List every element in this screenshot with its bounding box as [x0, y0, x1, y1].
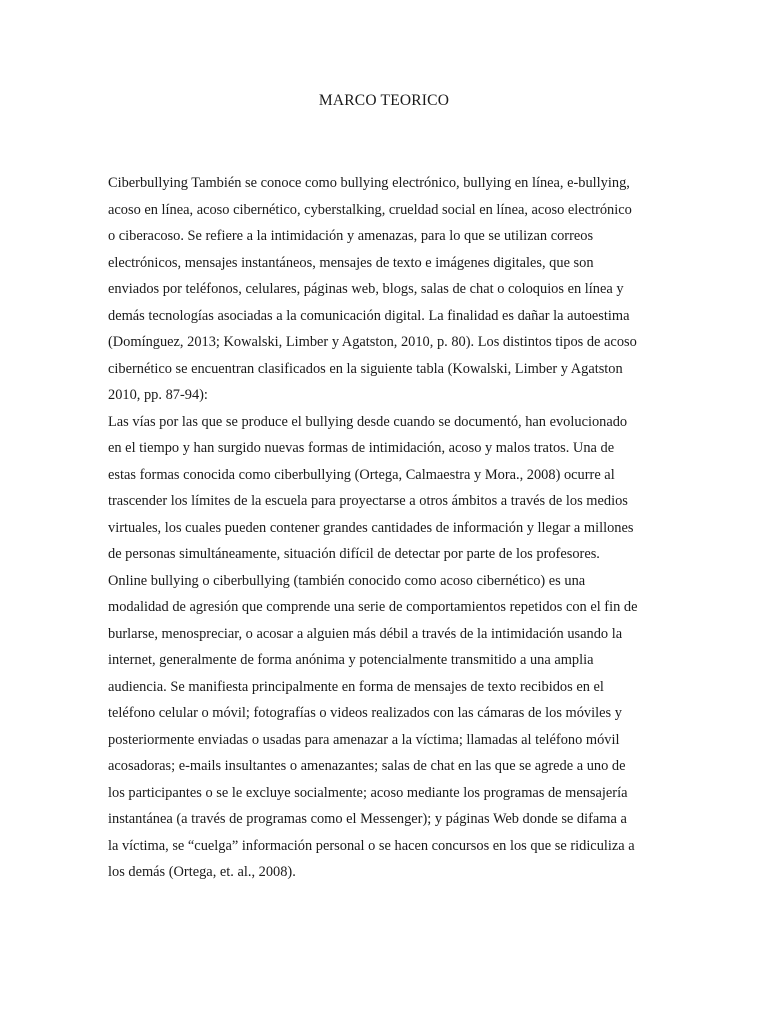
text-line: 2010, pp. 87-94): — [108, 387, 208, 403]
text-line: la víctima, se “cuelga” información personal o se hacen concursos en los que se ridiculiza a — [108, 837, 635, 854]
text-line: los demás (Ortega, et. al., 2008). — [108, 864, 296, 880]
text-line: de personas simultáneamente, situación difícil de detectar por parte de los profesores. — [108, 546, 600, 562]
page-title: MARCO TEORICO — [318, 92, 450, 109]
text-line: modalidad de agresión que comprende una serie de comportamientos repetidos con el fin de — [108, 599, 638, 615]
text-line: posteriormente enviadas o usadas para amenazar a la víctima; llamadas al teléfono móvil — [108, 731, 620, 748]
text-line: cibernético se encuentran clasificados en la siguiente tabla (Kowalski, Limber y Agatston — [108, 360, 623, 377]
text-line: teléfono celular o móvil; fotografías o videos realizados con las cámaras de los móviles y — [108, 705, 622, 721]
text-line: (Domínguez, 2013; Kowalski, Limber y Agatston, 2010, p. 80). Los distintos tipos de acoso — [108, 334, 637, 350]
text-line: internet, generalmente de forma anónima y potencialmente transmitido a una amplia — [108, 652, 594, 668]
text-line: enviados por teléfonos, celulares, páginas web, blogs, salas de chat o coloquios en línea y — [108, 281, 624, 297]
body-text — [108, 170, 664, 886]
text-line: Las vías por las que se produce el bullying desde cuando se documentó, han evolucionado — [108, 413, 628, 430]
text-line: trascender los límites de la escuela para proyectarse a otros ámbitos a través de los medios — [108, 493, 628, 509]
text-line: demás tecnologías asociadas a la comunicación digital. La finalidad es dañar la autoestima — [108, 307, 630, 324]
text-line: audiencia. Se manifiesta principalmente en forma de mensajes de texto recibidos en el — [108, 678, 604, 695]
text-line: los participantes o se le excluye socialmente; acoso mediante los programas de mensajería — [108, 784, 628, 801]
text-line: electrónicos, mensajes instantáneos, mensajes de texto e imágenes digitales, que son — [108, 254, 594, 271]
text-line: en el tiempo y han surgido nuevas formas de intimidación, acoso y malos tratos. Una de — [108, 440, 615, 456]
text-line: acosadoras; e-mails insultantes o amenazantes; salas de chat en las que se agrede a uno de — [108, 758, 626, 774]
text-line: o ciberacoso. Se refiere a la intimidación y amenazas, para lo que se utilizan correos — [108, 228, 594, 244]
text-line: Ciberbullying También se conoce como bullying electrónico, bullying en línea, e-bullying, — [108, 175, 630, 191]
text-line: burlarse, menospreciar, o acosar a alguien más débil a través de la intimidación usando la — [108, 625, 623, 642]
text-line: instantánea (a través de programas como el Messenger); y páginas Web donde se difama a — [108, 811, 627, 827]
text-line: virtuales, los cuales pueden contener grandes cantidades de información y llegar a millones — [108, 519, 634, 536]
text-line: Online bullying o ciberbullying (también conocido como acoso cibernético) es una — [108, 572, 586, 589]
text-line: acoso en línea, acoso cibernético, cyberstalking, crueldad social en línea, acoso electrónico — [108, 201, 632, 218]
text-line: estas formas conocida como ciberbullying (Ortega, Calmaestra y Mora., 2008) ocurre al — [108, 466, 615, 483]
